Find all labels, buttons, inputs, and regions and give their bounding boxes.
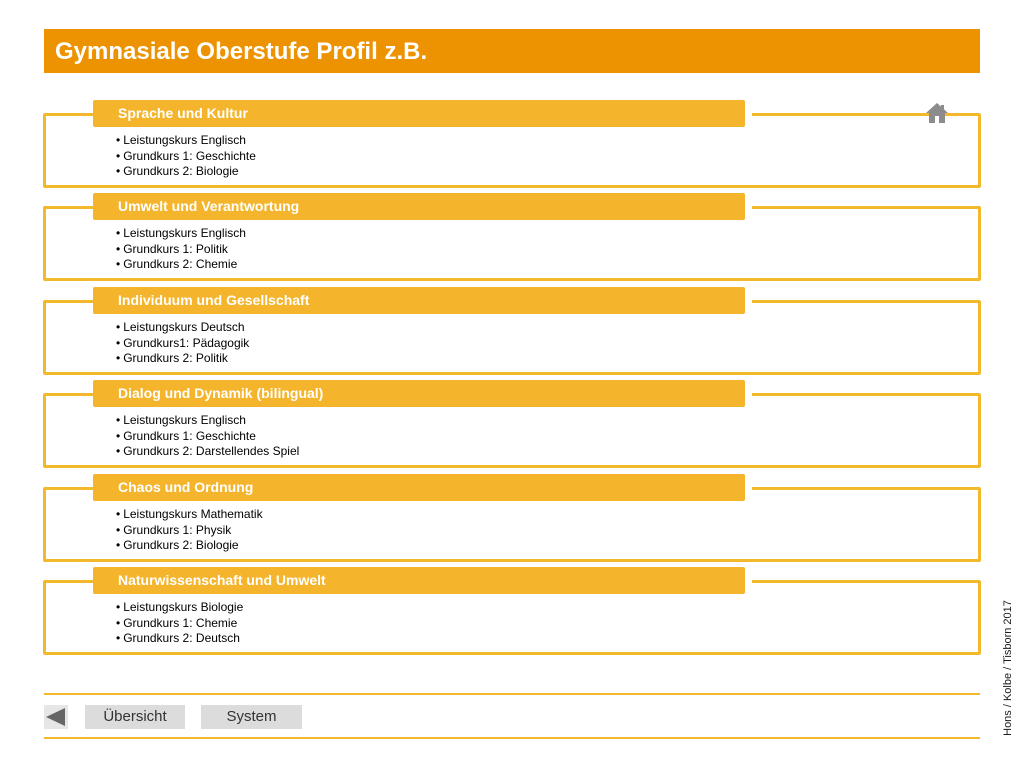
list-item: • Grundkurs 1: Geschichte <box>116 149 256 165</box>
list-item: • Grundkurs 1: Geschichte <box>116 429 299 445</box>
list-item: • Grundkurs 2: Biologie <box>116 538 263 554</box>
page-title: Gymnasiale Oberstufe Profil z.B. <box>44 29 980 73</box>
profile-card-6 <box>43 567 981 660</box>
list-item: • Leistungskurs Biologie <box>116 600 243 616</box>
course-list <box>116 226 246 273</box>
profile-card-1 <box>43 100 981 193</box>
course-list <box>116 600 243 647</box>
list-item: • Grundkurs 2: Chemie <box>116 257 246 273</box>
profile-card-2 <box>43 193 981 286</box>
profile-card-4 <box>43 380 981 473</box>
home-icon[interactable] <box>925 102 949 124</box>
list-item: • Grundkurs 1: Physik <box>116 523 263 539</box>
profile-title[interactable]: Sprache und Kultur <box>93 100 745 127</box>
profile-title[interactable]: Naturwissenschaft und Umwelt <box>93 567 745 594</box>
footer-divider-top <box>44 693 980 695</box>
back-button[interactable] <box>44 705 68 729</box>
list-item: • Leistungskurs Englisch <box>116 413 299 429</box>
course-list <box>116 133 256 180</box>
system-button[interactable]: System <box>201 705 302 729</box>
list-item: • Grundkurs 2: Darstellendes Spiel <box>116 444 299 460</box>
list-item: • Leistungskurs Englisch <box>116 133 256 149</box>
list-item: • Grundkurs 2: Deutsch <box>116 631 243 647</box>
list-item: • Grundkurs 1: Chemie <box>116 616 243 632</box>
back-arrow-icon <box>46 708 66 726</box>
profile-card-5 <box>43 474 981 567</box>
list-item: • Grundkurs 2: Politik <box>116 351 249 367</box>
list-item: • Grundkurs 2: Biologie <box>116 164 256 180</box>
overview-button[interactable]: Übersicht <box>85 705 185 729</box>
list-item: • Grundkurs 1: Politik <box>116 242 246 258</box>
profile-title[interactable]: Umwelt und Verantwortung <box>93 193 745 220</box>
course-list <box>116 320 249 367</box>
profile-title[interactable]: Dialog und Dynamik (bilingual) <box>93 380 745 407</box>
list-item: • Leistungskurs Mathematik <box>116 507 263 523</box>
course-list <box>116 507 263 554</box>
list-item: • Leistungskurs Englisch <box>116 226 246 242</box>
profile-card-3 <box>43 287 981 380</box>
footer-divider-bottom <box>44 737 980 739</box>
course-list <box>116 413 299 460</box>
profile-title[interactable]: Chaos und Ordnung <box>93 474 745 501</box>
list-item: • Leistungskurs Deutsch <box>116 320 249 336</box>
profile-title[interactable]: Individuum und Gesellschaft <box>93 287 745 314</box>
list-item: • Grundkurs1: Pädagogik <box>116 336 249 352</box>
credit-label: Hons / Kolbe / Tisborn 2017 <box>1002 600 1014 736</box>
